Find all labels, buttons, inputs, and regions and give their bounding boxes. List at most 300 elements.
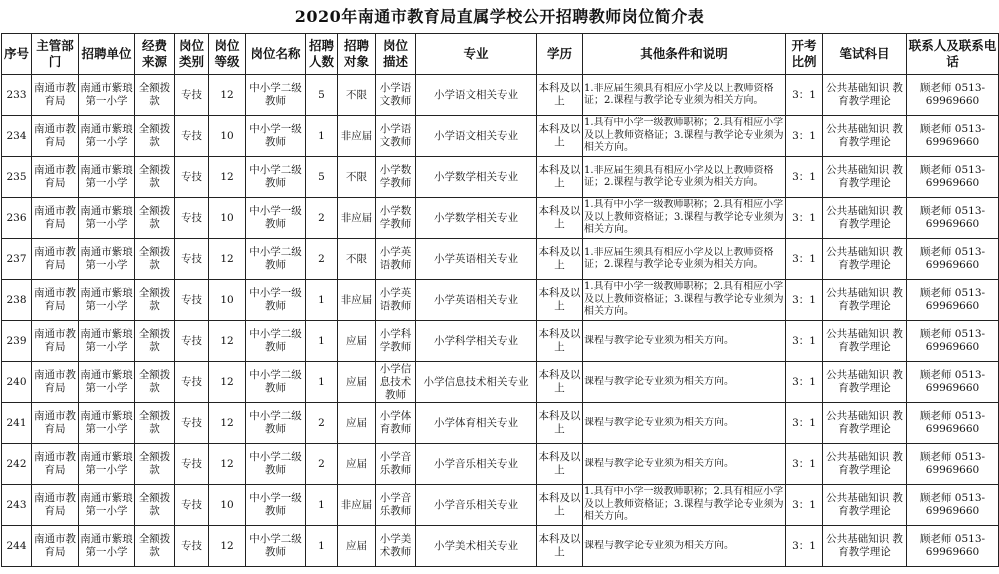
cell-count bbox=[306, 485, 338, 526]
cell-conditions-text: 1.具有中小学一级教师职称；2.具有相应小学及以上教师资格证；3.课程与教学论专业须为相关方向。 bbox=[584, 281, 784, 318]
cell-number-text: 243 bbox=[6, 498, 27, 511]
cell-funding-text: 全额拨款 bbox=[138, 533, 171, 558]
cell-education bbox=[537, 485, 583, 526]
cell-contact bbox=[907, 321, 999, 362]
cell-contact-text: 顾老师 0513-69969660 bbox=[919, 123, 986, 148]
cell-unit bbox=[79, 485, 135, 526]
table-row bbox=[2, 75, 999, 116]
cell-level-text: 10 bbox=[220, 129, 234, 142]
cell-exam-subjects-text: 公共基础知识 教育教学理论 bbox=[826, 164, 903, 189]
cell-education bbox=[537, 239, 583, 280]
cell-ratio-text: 3：1 bbox=[792, 416, 816, 429]
cell-education-text: 本科及以上 bbox=[538, 451, 581, 476]
cell-department bbox=[32, 198, 79, 239]
cell-level-text: 12 bbox=[220, 375, 234, 388]
cell-funding bbox=[135, 75, 175, 116]
cell-ratio bbox=[786, 444, 823, 485]
cell-exam-subjects-text: 公共基础知识 教育教学理论 bbox=[826, 123, 903, 148]
cell-education bbox=[537, 526, 583, 567]
cell-number-text: 234 bbox=[6, 129, 27, 142]
cell-major-text: 小学数学相关专业 bbox=[434, 170, 518, 183]
cell-category-text: 专技 bbox=[181, 416, 202, 429]
cell-department-text: 南通市教育局 bbox=[34, 451, 76, 476]
cell-funding bbox=[135, 444, 175, 485]
cell-category-text: 专技 bbox=[181, 539, 202, 552]
cell-major-text: 小学语文相关专业 bbox=[434, 88, 518, 101]
cell-funding-text: 全额拨款 bbox=[138, 410, 171, 435]
cell-funding-text: 全额拨款 bbox=[138, 492, 171, 517]
cell-exam-subjects bbox=[823, 485, 907, 526]
cell-department-text: 南通市教育局 bbox=[34, 328, 76, 353]
cell-ratio-text: 3：1 bbox=[792, 457, 816, 470]
col-header: 笔试科目 bbox=[823, 34, 907, 75]
cell-ratio bbox=[786, 362, 823, 403]
cell-education-text: 本科及以上 bbox=[538, 82, 581, 107]
cell-post-name bbox=[246, 403, 306, 444]
cell-category bbox=[175, 198, 209, 239]
cell-level-text: 12 bbox=[220, 170, 234, 183]
cell-description bbox=[376, 526, 416, 567]
cell-conditions bbox=[583, 280, 786, 321]
cell-level bbox=[209, 198, 246, 239]
cell-contact-text: 顾老师 0513-69969660 bbox=[919, 164, 986, 189]
cell-count bbox=[306, 526, 338, 567]
cell-unit-text: 南通市紫琅第一小学 bbox=[80, 205, 133, 230]
cell-category-text: 专技 bbox=[181, 129, 202, 142]
cell-conditions-text: 课程与教学论专业须为相关方向。 bbox=[584, 457, 734, 469]
cell-ratio bbox=[786, 116, 823, 157]
cell-level bbox=[209, 444, 246, 485]
cell-description bbox=[376, 116, 416, 157]
cell-conditions-text: 1.非应届生须具有相应小学及以上教师资格证；2.课程与教学论专业须为相关方向。 bbox=[584, 82, 774, 106]
cell-description bbox=[376, 362, 416, 403]
cell-number-text: 239 bbox=[6, 334, 27, 347]
cell-contact bbox=[907, 362, 999, 403]
cell-category bbox=[175, 362, 209, 403]
cell-major-text: 小学语文相关专业 bbox=[434, 129, 518, 142]
cell-target bbox=[338, 526, 376, 567]
col-header: 序号 bbox=[2, 34, 32, 75]
cell-post-name-text: 中小学一级教师 bbox=[249, 205, 302, 230]
cell-contact bbox=[907, 75, 999, 116]
cell-education-text: 本科及以上 bbox=[538, 246, 581, 271]
cell-category bbox=[175, 116, 209, 157]
cell-category bbox=[175, 280, 209, 321]
cell-department-text: 南通市教育局 bbox=[34, 492, 76, 517]
cell-description-text: 小学体育教师 bbox=[379, 410, 412, 435]
table-row bbox=[2, 485, 999, 526]
cell-category-text: 专技 bbox=[181, 88, 202, 101]
cell-funding-text: 全额拨款 bbox=[138, 205, 171, 230]
cell-ratio-text: 3：1 bbox=[792, 252, 816, 265]
cell-conditions-text: 1.具有中小学一级教师职称；2.具有相应小学及以上教师资格证；3.课程与教学论专业须为相关方向。 bbox=[584, 117, 784, 154]
cell-count bbox=[306, 280, 338, 321]
cell-funding-text: 全额拨款 bbox=[138, 369, 171, 394]
cell-category-text: 专技 bbox=[181, 170, 202, 183]
cell-target bbox=[338, 403, 376, 444]
col-header: 岗位描述 bbox=[376, 34, 416, 75]
cell-conditions bbox=[583, 362, 786, 403]
cell-contact bbox=[907, 116, 999, 157]
cell-unit bbox=[79, 239, 135, 280]
cell-ratio bbox=[786, 321, 823, 362]
cell-department-text: 南通市教育局 bbox=[34, 246, 76, 271]
cell-target-text: 非应届 bbox=[340, 211, 373, 224]
cell-exam-subjects bbox=[823, 362, 907, 403]
table-row bbox=[2, 116, 999, 157]
cell-level bbox=[209, 321, 246, 362]
cell-contact-text: 顾老师 0513-69969660 bbox=[919, 246, 986, 271]
cell-count bbox=[306, 403, 338, 444]
cell-number-text: 240 bbox=[6, 375, 27, 388]
table-row bbox=[2, 403, 999, 444]
cell-level bbox=[209, 116, 246, 157]
cell-department-text: 南通市教育局 bbox=[34, 287, 76, 312]
cell-category-text: 专技 bbox=[181, 334, 202, 347]
cell-post-name-text: 中小学二级教师 bbox=[249, 533, 302, 558]
cell-contact-text: 顾老师 0513-69969660 bbox=[919, 328, 986, 353]
cell-count bbox=[306, 239, 338, 280]
cell-exam-subjects-text: 公共基础知识 教育教学理论 bbox=[826, 492, 903, 517]
cell-funding-text: 全额拨款 bbox=[138, 82, 171, 107]
cell-funding bbox=[135, 403, 175, 444]
cell-ratio bbox=[786, 157, 823, 198]
cell-major-text: 小学体育相关专业 bbox=[434, 416, 518, 429]
cell-level-text: 12 bbox=[220, 416, 234, 429]
cell-funding-text: 全额拨款 bbox=[138, 328, 171, 353]
cell-count bbox=[306, 116, 338, 157]
cell-ratio bbox=[786, 198, 823, 239]
cell-description-text: 小学语文教师 bbox=[379, 82, 412, 107]
cell-contact-text: 顾老师 0513-69969660 bbox=[919, 205, 986, 230]
cell-count-text: 1 bbox=[318, 334, 325, 347]
col-header: 招聘对象 bbox=[338, 34, 376, 75]
col-header: 招聘人数 bbox=[306, 34, 338, 75]
cell-contact-text: 顾老师 0513-69969660 bbox=[919, 451, 986, 476]
cell-department bbox=[32, 280, 79, 321]
col-header: 联系人及联系电话 bbox=[907, 34, 999, 75]
col-header: 岗位等级 bbox=[209, 34, 246, 75]
cell-unit bbox=[79, 157, 135, 198]
cell-number-text: 237 bbox=[6, 252, 27, 265]
col-header: 岗位类别 bbox=[175, 34, 209, 75]
cell-post-name-text: 中小学二级教师 bbox=[249, 328, 302, 353]
cell-description bbox=[376, 157, 416, 198]
cell-major bbox=[416, 444, 537, 485]
cell-level-text: 10 bbox=[220, 293, 234, 306]
cell-conditions bbox=[583, 444, 786, 485]
cell-funding bbox=[135, 198, 175, 239]
cell-education bbox=[537, 280, 583, 321]
cell-conditions bbox=[583, 116, 786, 157]
cell-number bbox=[2, 485, 32, 526]
cell-education-text: 本科及以上 bbox=[538, 123, 581, 148]
cell-number bbox=[2, 444, 32, 485]
cell-funding bbox=[135, 485, 175, 526]
cell-conditions bbox=[583, 198, 786, 239]
table-row bbox=[2, 362, 999, 403]
cell-major-text: 小学英语相关专业 bbox=[434, 293, 518, 306]
col-header: 招聘单位 bbox=[79, 34, 135, 75]
cell-conditions-text: 课程与教学论专业须为相关方向。 bbox=[584, 334, 734, 346]
cell-department bbox=[32, 116, 79, 157]
cell-target-text: 应届 bbox=[346, 539, 367, 552]
cell-exam-subjects bbox=[823, 198, 907, 239]
cell-funding bbox=[135, 362, 175, 403]
cell-level-text: 12 bbox=[220, 539, 234, 552]
cell-post-name-text: 中小学二级教师 bbox=[249, 164, 302, 189]
cell-level bbox=[209, 485, 246, 526]
table-row bbox=[2, 198, 999, 239]
cell-exam-subjects-text: 公共基础知识 教育教学理论 bbox=[826, 533, 903, 558]
cell-ratio-text: 3：1 bbox=[792, 129, 816, 142]
cell-department bbox=[32, 362, 79, 403]
cell-count-text: 2 bbox=[318, 211, 325, 224]
cell-target bbox=[338, 116, 376, 157]
cell-major-text: 小学美术相关专业 bbox=[434, 539, 518, 552]
cell-number-text: 242 bbox=[6, 457, 27, 470]
cell-contact bbox=[907, 403, 999, 444]
cell-exam-subjects-text: 公共基础知识 教育教学理论 bbox=[826, 246, 903, 271]
cell-ratio-text: 3：1 bbox=[792, 498, 816, 511]
cell-count bbox=[306, 157, 338, 198]
cell-number bbox=[2, 403, 32, 444]
cell-category bbox=[175, 485, 209, 526]
cell-education-text: 本科及以上 bbox=[538, 164, 581, 189]
cell-category bbox=[175, 403, 209, 444]
cell-number-text: 241 bbox=[6, 416, 27, 429]
cell-category bbox=[175, 321, 209, 362]
cell-conditions-text: 1.具有中小学一级教师职称；2.具有相应小学及以上教师资格证；3.课程与教学论专业须为相关方向。 bbox=[584, 199, 784, 236]
cell-contact-text: 顾老师 0513-69969660 bbox=[919, 533, 986, 558]
cell-education bbox=[537, 75, 583, 116]
cell-count-text: 1 bbox=[318, 539, 325, 552]
cell-target bbox=[338, 321, 376, 362]
cell-major bbox=[416, 321, 537, 362]
cell-education-text: 本科及以上 bbox=[538, 492, 581, 517]
cell-level-text: 10 bbox=[220, 211, 234, 224]
table-body bbox=[2, 75, 999, 567]
cell-education bbox=[537, 198, 583, 239]
cell-unit bbox=[79, 403, 135, 444]
cell-target bbox=[338, 157, 376, 198]
cell-post-name-text: 中小学二级教师 bbox=[249, 410, 302, 435]
cell-department bbox=[32, 485, 79, 526]
cell-education bbox=[537, 116, 583, 157]
cell-exam-subjects-text: 公共基础知识 教育教学理论 bbox=[826, 82, 903, 107]
cell-description bbox=[376, 198, 416, 239]
cell-target-text: 不限 bbox=[346, 252, 367, 265]
cell-target bbox=[338, 362, 376, 403]
cell-target bbox=[338, 485, 376, 526]
cell-department-text: 南通市教育局 bbox=[34, 123, 76, 148]
cell-department bbox=[32, 239, 79, 280]
cell-ratio-text: 3：1 bbox=[792, 211, 816, 224]
cell-description-text: 小学音乐教师 bbox=[379, 451, 412, 476]
cell-level-text: 12 bbox=[220, 88, 234, 101]
cell-category-text: 专技 bbox=[181, 498, 202, 511]
cell-exam-subjects bbox=[823, 239, 907, 280]
cell-post-name-text: 中小学二级教师 bbox=[249, 451, 302, 476]
cell-post-name bbox=[246, 362, 306, 403]
table-header-row bbox=[2, 34, 999, 75]
cell-contact-text: 顾老师 0513-69969660 bbox=[919, 410, 986, 435]
cell-funding-text: 全额拨款 bbox=[138, 164, 171, 189]
col-header: 其他条件和说明 bbox=[583, 34, 786, 75]
cell-unit-text: 南通市紫琅第一小学 bbox=[80, 492, 133, 517]
cell-unit bbox=[79, 116, 135, 157]
cell-conditions-text: 课程与教学论专业须为相关方向。 bbox=[584, 375, 734, 387]
cell-target-text: 应届 bbox=[346, 334, 367, 347]
cell-exam-subjects-text: 公共基础知识 教育教学理论 bbox=[826, 328, 903, 353]
cell-ratio-text: 3：1 bbox=[792, 170, 816, 183]
cell-major bbox=[416, 157, 537, 198]
cell-post-name-text: 中小学二级教师 bbox=[249, 82, 302, 107]
cell-major-text: 小学英语相关专业 bbox=[434, 252, 518, 265]
cell-description-text: 小学科学教师 bbox=[379, 328, 412, 353]
cell-major bbox=[416, 280, 537, 321]
cell-ratio bbox=[786, 239, 823, 280]
cell-post-name-text: 中小学一级教师 bbox=[249, 123, 302, 148]
cell-level-text: 10 bbox=[220, 498, 234, 511]
cell-category bbox=[175, 239, 209, 280]
cell-target bbox=[338, 444, 376, 485]
col-header: 学历 bbox=[537, 34, 583, 75]
cell-number-text: 238 bbox=[6, 293, 27, 306]
cell-major bbox=[416, 362, 537, 403]
cell-contact-text: 顾老师 0513-69969660 bbox=[919, 369, 986, 394]
cell-contact-text: 顾老师 0513-69969660 bbox=[919, 82, 986, 107]
cell-level bbox=[209, 239, 246, 280]
cell-unit-text: 南通市紫琅第一小学 bbox=[80, 287, 133, 312]
cell-unit-text: 南通市紫琅第一小学 bbox=[80, 123, 133, 148]
cell-funding-text: 全额拨款 bbox=[138, 287, 171, 312]
cell-description-text: 小学美术教师 bbox=[379, 533, 412, 558]
table-row bbox=[2, 280, 999, 321]
cell-count bbox=[306, 362, 338, 403]
cell-contact bbox=[907, 280, 999, 321]
cell-post-name-text: 中小学二级教师 bbox=[249, 246, 302, 271]
cell-level bbox=[209, 157, 246, 198]
cell-department bbox=[32, 157, 79, 198]
cell-unit-text: 南通市紫琅第一小学 bbox=[80, 533, 133, 558]
cell-level-text: 12 bbox=[220, 334, 234, 347]
cell-category bbox=[175, 444, 209, 485]
cell-unit-text: 南通市紫琅第一小学 bbox=[80, 451, 133, 476]
cell-count bbox=[306, 321, 338, 362]
cell-major-text: 小学科学相关专业 bbox=[434, 334, 518, 347]
cell-level bbox=[209, 526, 246, 567]
table-row bbox=[2, 526, 999, 567]
cell-description-text: 小学语文教师 bbox=[379, 123, 412, 148]
cell-ratio bbox=[786, 280, 823, 321]
cell-unit-text: 南通市紫琅第一小学 bbox=[80, 410, 133, 435]
cell-target-text: 不限 bbox=[346, 170, 367, 183]
cell-post-name bbox=[246, 526, 306, 567]
cell-unit bbox=[79, 444, 135, 485]
cell-conditions bbox=[583, 75, 786, 116]
cell-level bbox=[209, 362, 246, 403]
cell-post-name bbox=[246, 157, 306, 198]
cell-category-text: 专技 bbox=[181, 375, 202, 388]
cell-ratio-text: 3：1 bbox=[792, 539, 816, 552]
cell-education-text: 本科及以上 bbox=[538, 369, 581, 394]
cell-education-text: 本科及以上 bbox=[538, 533, 581, 558]
cell-education bbox=[537, 321, 583, 362]
cell-post-name bbox=[246, 485, 306, 526]
cell-contact bbox=[907, 526, 999, 567]
cell-target-text: 不限 bbox=[346, 88, 367, 101]
cell-number-text: 235 bbox=[6, 170, 27, 183]
cell-count-text: 5 bbox=[318, 88, 325, 101]
cell-target-text: 非应届 bbox=[340, 293, 373, 306]
cell-number bbox=[2, 157, 32, 198]
cell-level-text: 12 bbox=[220, 457, 234, 470]
cell-post-name bbox=[246, 75, 306, 116]
cell-target bbox=[338, 239, 376, 280]
cell-unit-text: 南通市紫琅第一小学 bbox=[80, 164, 133, 189]
cell-number bbox=[2, 75, 32, 116]
cell-exam-subjects bbox=[823, 157, 907, 198]
cell-count bbox=[306, 75, 338, 116]
cell-major-text: 小学信息技术相关专业 bbox=[423, 375, 529, 388]
cell-unit bbox=[79, 198, 135, 239]
cell-count-text: 1 bbox=[318, 375, 325, 388]
cell-target bbox=[338, 198, 376, 239]
table-row bbox=[2, 157, 999, 198]
cell-ratio-text: 3：1 bbox=[792, 293, 816, 306]
cell-major bbox=[416, 116, 537, 157]
table-row bbox=[2, 239, 999, 280]
cell-exam-subjects bbox=[823, 280, 907, 321]
cell-ratio bbox=[786, 485, 823, 526]
cell-description bbox=[376, 403, 416, 444]
cell-exam-subjects-text: 公共基础知识 教育教学理论 bbox=[826, 451, 903, 476]
cell-department bbox=[32, 526, 79, 567]
cell-department bbox=[32, 444, 79, 485]
cell-funding-text: 全额拨款 bbox=[138, 123, 171, 148]
cell-target-text: 应届 bbox=[346, 416, 367, 429]
cell-department bbox=[32, 403, 79, 444]
cell-count-text: 2 bbox=[318, 252, 325, 265]
cell-department bbox=[32, 75, 79, 116]
cell-education bbox=[537, 444, 583, 485]
cell-ratio-text: 3：1 bbox=[792, 375, 816, 388]
cell-count-text: 1 bbox=[318, 293, 325, 306]
cell-number bbox=[2, 280, 32, 321]
cell-unit-text: 南通市紫琅第一小学 bbox=[80, 328, 133, 353]
cell-major-text: 小学音乐相关专业 bbox=[434, 498, 518, 511]
cell-number bbox=[2, 239, 32, 280]
cell-description bbox=[376, 321, 416, 362]
cell-conditions bbox=[583, 321, 786, 362]
cell-department-text: 南通市教育局 bbox=[34, 82, 76, 107]
cell-major bbox=[416, 198, 537, 239]
cell-number bbox=[2, 321, 32, 362]
cell-funding bbox=[135, 157, 175, 198]
cell-exam-subjects bbox=[823, 321, 907, 362]
cell-major-text: 小学数学相关专业 bbox=[434, 211, 518, 224]
cell-post-name bbox=[246, 239, 306, 280]
cell-description-text: 小学信息技术教师 bbox=[379, 362, 412, 401]
cell-major-text: 小学音乐相关专业 bbox=[434, 457, 518, 470]
cell-number bbox=[2, 526, 32, 567]
cell-unit bbox=[79, 280, 135, 321]
cell-post-name-text: 中小学一级教师 bbox=[249, 287, 302, 312]
cell-category bbox=[175, 75, 209, 116]
cell-number-text: 236 bbox=[6, 211, 27, 224]
cell-ratio-text: 3：1 bbox=[792, 88, 816, 101]
